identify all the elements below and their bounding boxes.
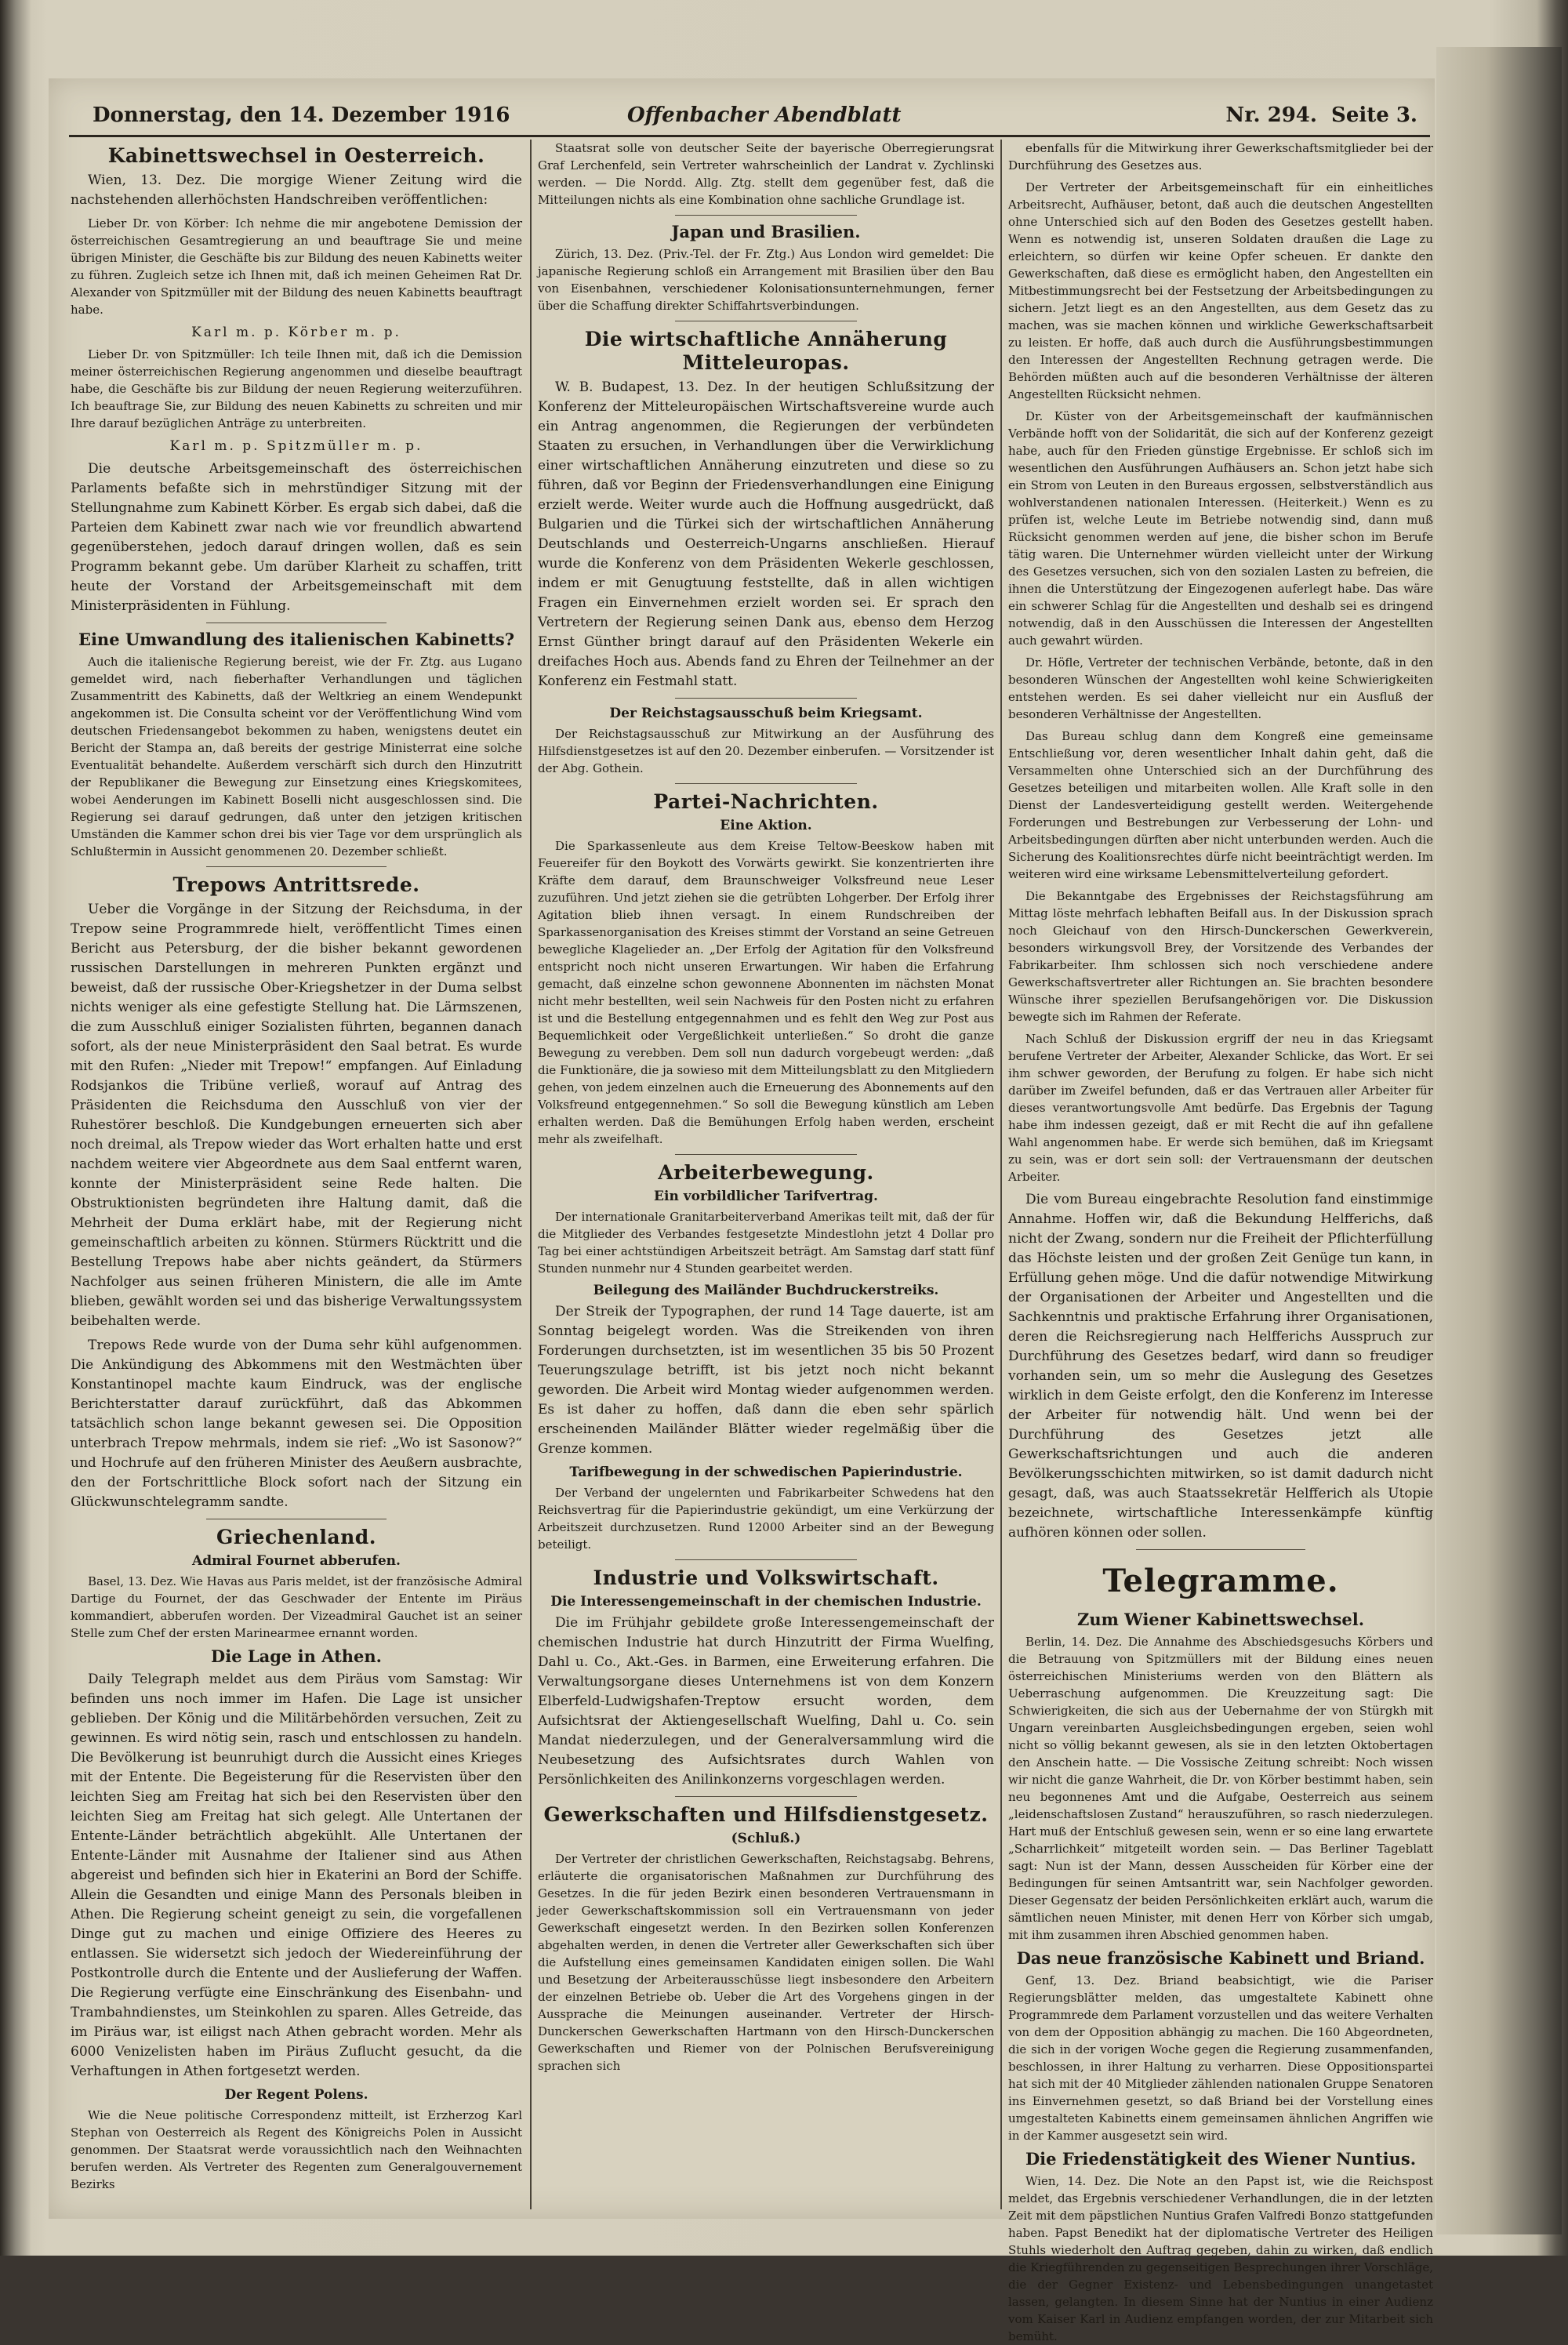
article-paragraph: Auch die italienische Regierung bereist, wie der Fr. Ztg. aus Lugano gemeldet wird, nach fieberhafter Verhandlungen und täglichen Zusammentritt des Kabinetts, daß der Weltkrieg an einem Wendepunkt angekommen ist. Die Consulta scheint vor der Veröffentlichung Wind vom deutschen Friedensangebot bekommen zu haben, wenigstens deutet ein Bericht der Stampa an, daß bereits der gestrige Ministerrat eine solche Eventualität behandelte. Außerdem verschärft sich durch den Hinzutritt der Republikaner die Bewegung zur Einsetzung eines Kriegskomitees, wobei Aenderungen im Kabinett Boselli nicht ausgeschlossen sind. Die Regierung sei darauf gedrungen, daß unter den jetzigen kritischen Umständen die Kammer schon drei bis vier Tage vor dem ursprünglich als Schlußtermin in Aussicht genommenen 20. Dezember schließt. (71, 655, 522, 859)
article-paragraph: Die Sparkassenleute aus dem Kreise Teltow-Beeskow haben mit Feuereifer für den Boykott des Vorwärts gewirkt. Sie konzentrierten ihre Kräfte dem darauf, dem Braunschweiger Volksfreund neue Leser zuzuführen. Und jetzt ziehen sie die getrübten Lohgerber. Der Erfolg ihrer Agitation blieb ihnen versagt. In einem Rundschreiben der Sparkassenorganisation des Kreises stimmt der Vorstand an seine Getreuen bewegliche Klagelieder an. „Der Erfolg der Agitation für den Volksfreund entspricht noch nicht unseren Erwartungen. Wir haben die Erfahrung gemacht, daß einzelne schon gewonnene Abonnenten im nächsten Monat nicht mehr bestellten, weil sein Nachweis für den Posten nicht zu erfahren ist und die Bestellung entgegennahmen und es fehlt den Weg zur Post aus Bequemlichkeit oder Vergeßlichkeit unterließen.“ So droht die ganze Bewegung zu verebben. Dem soll nun dadurch vorgebeugt werden: „daß die Funktionäre, die ja sowieso mit dem Mitteilungsblatt zu den Mitgliedern gehen, von jedem einzelnen auch die Erneuerung des Abonnements auf den Volksfreund entgegennehmen.“ So soll die Bewegung künstlich am Leben erhalten werden. Daß die Bemühungen Erfolg haben werden, erscheint mehr als zweifelhaft. (538, 839, 994, 1146)
column-2 (538, 140, 994, 2209)
headline-telegramme: Telegramme. (1102, 1563, 1339, 1599)
headline-arbeiterbewegung: Arbeiterbewegung. (658, 1161, 874, 1184)
header-issue: Nr. 294. (1225, 103, 1317, 127)
headline-partei: Partei-Nachrichten. (653, 790, 879, 813)
headline-griechenland: Griechenland. (216, 1526, 376, 1548)
header-page: Seite 3. (1331, 103, 1417, 127)
signature-line: Karl m. p. Körber m. p. (191, 325, 401, 340)
subheadline-regent: Der Regent Polens. (224, 2087, 368, 2103)
divider (675, 1796, 858, 1797)
article-paragraph: Der Vertreter der christlichen Gewerkschaften, Reichstagsabg. Behrens, erläuterte die organisatorischen Maßnahmen zur Durchführung des Gesetzes. In die für jeden Bezirk einen besonderen Vertrauensmann in jeder Gewerkschaftskommission soll ein Vertrauensmann von jeder Gewerkschaft eingesetzt werden. In den Bezirken sollen Konferenzen abgehalten werden, in denen die Vertreter aller Gewerkschaften sich über die Aufstellung eines gemeinsamen Kandidaten einigen sollen. Die Wahl und Besetzung der Arbeiterausschüsse liegt insbesondere den Arbeitern der einzelnen Betriebe ob. Ueber die Art des Vorgehens gingen in der Aussprache die Meinungen auseinander. Vertreter der Hirsch-Dunckerschen Gewerkschaften Hartmann von den Hirsch-Dunckerschen Gewerkschaften und Riemer von der Polnischen Berufsvereinigung sprachen sich (538, 1852, 994, 2073)
article-paragraph: Berlin, 14. Dez. Die Annahme des Abschiedsgesuchs Körbers und die Betrauung von Spitzmüllers mit der Bildung eines neuen österreichischen Ministeriums werden von den Blättern als Ueberraschung aufgenommen. Die Kreuzzeitung sagt: Die Schwierigkeiten, die sich aus der Uebernahme der von Stürgkh mit Ungarn vereinbarten Ausgleichsbedingungen ergeben, seien wohl nicht so völlig bekannt gewesen, als sie in den letzten Oktobertagen den Anschein hatte. — Die Vossische Zeitung schreibt: Noch wissen wir nicht die ganze Wahrheit, die Dr. von Körber bestimmt haben, sein neu begonnenes Amt und die Aufgabe, Oesterreich aus seinem „leidenschaftslosen Zustand“ herauszuführen, so rasch niederzulegen. Hart muß der Entschluß gewesen sein, wenn er so eine lang erwartete „Scharrlichkeit“ mitgeteilt worden sein. — Das Berliner Tageblatt sagt: Nun ist der Mann, dessen Ausscheiden für Körber eine der Bedingungen für seinen Amtsantritt war, sein Nachfolger geworden. Dieser Gegensatz der beiden Persönlichkeiten erklärt auch, warum die sämtlichen neuen Minister, mit denen Herr von Körber sich umgab, mit ihm zusammen ihren Abschied genommen haben. (1008, 1635, 1433, 1942)
article-paragraph: Wie die Neue politische Correspondenz mitteilt, ist Erzherzog Karl Stephan von Oesterreich als Regent des Königreichs Polen in Aussicht genommen. Der Staatsrat werde voraussichtlich nach den Weihnachten berufen werden. Als Vertreter des Regenten zum Generalgouvernement Bezirks (71, 2108, 522, 2191)
article-paragraph: W. B. Budapest, 13. Dez. In der heutigen Schlußsitzung der Konferenz der Mitteleuropäischen Wirtschaftsvereine wurde auch ein Antrag angenommen, die Regierungen der verbündeten Staaten zu ersuchen, in Verhandlungen über die Verwirklichung einer wirtschaftlichen Annäherung einzutreten und diese so zu führen, daß vor Beginn der Friedensverhandlungen eine Einigung erzielt werde. Weiter wurde auch die Hoffnung ausgedrückt, daß Bulgarien und die Türkei sich der wirtschaftlichen Annäherung Deutschlands und Oesterreich-Ungarns anschließen. Hierauf wurde die Konferenz von dem Präsidenten Wekerle geschlossen, indem er mit Genugtuung feststellte, daß in allen wichtigen Fragen ein Einvernehmen erzielt worden sei. Er sprach den Vertretern der Regierung seinen Dank aus, ebenso dem Herzog Ernst Günther bringt darauf auf den Präsidenten Wekerle ein dreifaches Hoch aus. Abends fand zu Ehren der Teilnehmer an der Konferenz ein Festmahl statt. (538, 379, 994, 689)
signature-line: Karl m. p. Spitzmüller m. p. (169, 438, 423, 454)
column-rule-2 (1000, 140, 1002, 2209)
subheadline-aktion: Eine Aktion. (720, 818, 812, 833)
article-paragraph: Der Verband der ungelernten und Fabrikarbeiter Schwedens hat den Reichsvertrag für die Papierindustrie gekündigt, um eine Verkürzung der Arbeitszeit durchzusetzen. Rund 12000 Arbeiter sind an der Bewegung beteiligt. (538, 1486, 994, 1552)
divider (675, 215, 858, 216)
subheadline-nuntius: Die Friedenstätigkeit des Wiener Nuntius. (1025, 2149, 1417, 2169)
article-paragraph: Wien, 14. Dez. Die Note an den Papst ist, wie die Reichspost meldet, das Ergebnis verschiedener Verhandlungen, die in der letzten Zeit mit dem päpstlichen Nuntius Grafen Valfredi Bonzo stattgefunden haben. Papst Benedikt hat der diplomatische Vertreter des Heiligen Stuhls wiederholt den Auftrag gegeben, dahin zu wirken, daß endlich die Kriegführenden zu gegenseitigen Besprechungen ihrer Vorschläge, die der Gegner Existenz- und Lebensbedingungen unangetastet lassen, gelangten. In diesem Sinne hat der Nuntius in einer Audienz vom Kaiser Karl in Audienz empfangen worden, der zur Mitarbeit sich bemüht. (1008, 2174, 1433, 2343)
divider (1136, 1549, 1306, 1550)
subheadline-franz-kabinett: Das neue französische Kabinett und Briand. (1016, 1948, 1425, 1968)
article-paragraph: Daily Telegraph meldet aus dem Piräus vom Samstag: Wir befinden uns noch immer im Hafen. Die Lage ist unsicher geblieben. Der König und die Militärbehörden versuchen, Zeit zu gewinnen. Es wird nötig sein, rasch und entschlossen zu handeln. Die Bevölkerung ist beunruhigt durch die Aussicht eines Krieges mit der Entente. Die Begeisterung für die Reservisten über den leichten Sieg am Freitag hat sich bei den Reservisten über den leichten Sieg am Freitag hat sich gelegt. Alle Untertanen der Entente-Länder beträchtlich abgekühlt. Alle Untertanen der Entente-Länder mit Ausnahme der Italiener sind aus Athen abgereist und befinden sich hier in Ekaterini an Bord der Schiffe. Allein die Gesandten und einige Mann des Personals bleiben in Athen. Die Regierung scheint geneigt zu sein, die vorgefallenen Dinge gut zu machen und einige Offiziere des Heeres zu entlassen. Sie widersetzt sich jedoch der Wiedereinführung der Postkontrolle durch die Entente und der Auslieferung der Waffen. Die Regierung verfügte eine Einschränkung des Eisenbahn- und Trambahndienstes, um Steinkohlen zu sparen. Alles Getreide, das im Piräus war, ist eiligst nach Athen gebracht worden. Mehr als 6000 Venizelisten haben im Piräus Zuflucht gesucht, da die Verhaftungen in Athen fortgesetzt werden. (71, 1672, 522, 2079)
column-rule-1 (530, 140, 532, 2209)
subheadline-papier: Tarifbewegung in der schwedischen Papierindustrie. (569, 1465, 963, 1480)
header-masthead: Offenbacher Abendblatt (627, 103, 902, 127)
subheadline-mailand: Beilegung des Mailänder Buchdruckerstreiks. (593, 1283, 939, 1298)
divider (675, 783, 858, 784)
headline-mitteleuropa: Die wirtschaftliche Annäherung Mitteleuropas. (584, 328, 948, 374)
article-paragraph: Lieber Dr. von Körber: Ich nehme die mir angebotene Demission der österreichischen Gesamtregierung an und beauftrage Sie und meine übrigen Minister, die Geschäfte bis zur Bildung des neuen Kabinetts weiter zu führen. Zugleich setze ich Ihnen mit, daß ich meinen Geheimen Rat Dr. Alexander von Spitzmüller mit der Bildung des neuen Kabinetts beauftragt habe. (71, 216, 522, 317)
divider (675, 1154, 858, 1155)
article-paragraph: Staatsrat solle von deutscher Seite der bayerische Oberregierungsrat Graf Lerchenfeld, sein Vertreter wahrscheinlich der Landrat v. Zychlinski werden. — Die Nordd. Allg. Ztg. stellt dem gegenüber fest, daß die Mitteilungen nichts als eine Kombination ohne sachliche Grundlage ist. (538, 141, 994, 207)
article-paragraph: Lieber Dr. von Spitzmüller: Ich teile Ihnen mit, daß ich die Demission meiner österreichischen Regierung angenommen und dieselbe beauftragt habe, die Geschäfte bis zur Bildung der neuen Regierung weiterzuführen. Ich beauftrage Sie, zur Bildung des neuen Kabinetts zu schreiten und mir Ihre darauf bezüglichen Anträge zu unterbreiten. (71, 347, 522, 430)
article-paragraph: Trepows Rede wurde von der Duma sehr kühl aufgenommen. Die Ankündigung des Abkommens mit den Westmächten über Konstantinopel machte kaum Eindruck, was der englische Berichterstatter darauf zurückführt, daß das Abkommen tatsächlich schon lange bekannt gewesen sei. Die Opposition unterbrach Trepow mehrmals, indem sie rief: „Wo ist Sasonow?“ und Hochrufe auf den früheren Minister des Aeußern ausbrachte, den der Fortschrittliche Block sofort nach der Sitzung ein Glückwunschtelegramm sandte. (71, 1338, 522, 1510)
divider (675, 698, 858, 699)
article-paragraph: Die Bekanntgabe des Ergebnisses der Reichstagsführung am Mittag löste mehrfach lebhaften Beifall aus. In der Diskussion sprach noch Gleichauf von den Hirsch-Dunckerschen Gewerkverein, besonders wirkungsvoll Brey, der Vorsitzende des Verbandes der Fabrikarbeiter. Ihm schlossen sich noch verschiedene andere Gewerkschaftsvertreter aller Richtungen an. Sie brachten besondere Wünsche ihrer speziellen Berufsangehörigen vor. Die Diskussion bewegte sich im Rahmen der Referate. (1008, 889, 1433, 1024)
subheadline-tarifvertrag: Ein vorbildlicher Tarifvertrag. (654, 1189, 878, 1204)
headline-italien: Eine Umwandlung des italienischen Kabinetts? (78, 630, 515, 649)
binding-edge (1436, 47, 1562, 2234)
subheadline-athen: Die Lage in Athen. (211, 1646, 382, 1666)
page-header (69, 100, 1430, 137)
article-paragraph: Nach Schluß der Diskussion ergriff der neu in das Kriegsamt berufene Vertreter der Arbeiter, Alexander Schlicke, das Wort. Er sei ihm schwer geworden, der Berufung zu folgen. Er habe sich nicht darüber im Zweifel befunden, daß er das Vertrauen aller Arbeiter für dieses verantwortungsvolle Amt bedürfe. Das Ergebnis der Tagung habe ihm indessen gezeigt, daß er mit Recht die auf ihn gefallene Wahl angenommen habe. Er werde sich bemühen, daß im Kriegsamt zu sein, was er dort sein soll: der Vertrauensmann der deutschen Arbeiter. (1008, 1032, 1433, 1184)
article-paragraph: Zürich, 13. Dez. (Priv.-Tel. der Fr. Ztg.) Aus London wird gemeldet: Die japanische Regierung schloß ein Arrangement mit Brasilien über den Bau von Eisenbahnen, verschiedener Kolonisationsunternehmungen, ferner über die Schaffung direkter Schiffahrtsverbindungen. (538, 247, 994, 313)
header-date: Donnerstag, den 14. Dezember 1916 (93, 103, 510, 127)
article-paragraph: Das Bureau schlug dann dem Kongreß eine gemeinsame Entschließung vor, deren wesentlicher Inhalt dahin geht, daß die Versammelten ohne Unterschied sich an der Durchführung des Gesetzes beteiligen und mitarbeiten wollen. Alle Kraft solle in den Dienst der Landesverteidigung gestellt werden. Weitergehende Forderungen und Bestrebungen zur Verbesserung der Lohn- und Arbeitsbedingungen dürften aber nicht unterbunden werden. Auch die Sicherung des Koalitionsrechtes dürfe nicht beeinträchtigt werden. Im weiteren wird eine wirksame Lebensmittelverteilung gefordert. (1008, 729, 1433, 881)
column-3 (1008, 140, 1433, 2343)
column-1 (71, 140, 522, 2209)
article-paragraph: Der Vertreter der Arbeitsgemeinschaft für ein einheitliches Arbeitsrecht, Aufhäuser, betont, daß auch die deutschen Angestellten ohne Unterschied sich auf den Boden des Gesetzes gestellt haben. Wenn es notwendig ist, unseren Soldaten draußen die Lage zu erleichtern, so dürfen wir keine Opfer scheuen. Er dankte den Gewerkschaften, daß diese es ermöglicht haben, den Angestellten ein Mitbestimmungsrecht bei der Festsetzung der Arbeitsbedingungen zu sichern. Jetzt liegt es an den Angestellten, aus dem Gesetz das zu machen, was sie machen können und wirkliche Gewerkschaftsarbeit zu leisten. Er hoffe, daß auch durch die Ausführungsbestimmungen den Interessen der Angestellten Rechnung getragen werde. Die Behörden müßten auch auf die besonderen Verhältnisse der älteren Angestellten Rücksicht nehmen. (1008, 180, 1433, 401)
headline-gewerkschaften: Gewerkschaften und Hilfsdienstgesetz. (543, 1803, 989, 1826)
article-paragraph: Genf, 13. Dez. Briand beabsichtigt, wie die Pariser Regierungsblätter melden, das umgestaltete Kabinett ohne Programmrede dem Parlament vorzustellen und das weitere Verhalten von dem der Opposition abhängig zu machen. Die 160 Abgeordneten, die sich in der vorigen Woche gegen die Regierung zusammenfanden, beschlossen, in ihrer Haltung zu verharren. Diese Oppositionspartei hat sich mit der 40 Mitglieder zählenden nationalen Gruppe Senatoren ins Einvernehmen gesetzt, so daß Briand bei der Vorstellung eines umgestalteten Kabinetts einem gemeinsamen ähnlichen Angriffen wie in der Kammer ausgesetzt sein wird. (1008, 1973, 1433, 2143)
article-paragraph: Die vom Bureau eingebrachte Resolution fand einstimmige Annahme. Hoffen wir, daß die Bekundung Helfferichs, daß nicht der Zwang, sondern nur die Freiheit der Pflichterfüllung das Höchste leisten und der großen Zeit Genüge tun kann, in Erfüllung gehen möge. Und die dafür notwendige Mitwirkung der Organisationen der Arbeiter und Angestellten und die Sachkenntnis und praktische Erfahrung ihrer Organisationen, deren die Reichsregierung nach Helfferichs Ausspruch zur Durchführung des Gesetzes bedarf, wird dann so freudiger vorhanden sein, um so mehr die Auslegung des Gesetzes wirklich in dem Geiste erfolgt, den die Konferenz im Interesse der Arbeiter für notwendig hält. Und wenn bei der Durchführung des Gesetzes jetzt alle Gewerkschaftsrichtungen und auch die anderen Bevölkerungsschichten mitwirken, so ist damit dadurch nicht gesagt, daß, was auch Staatssekretär Helfferich als Utopie bezeichnete, wirtschaftliche Interessenkämpfe künftig aufhören können oder sollen. (1008, 1192, 1433, 1541)
subheadline-wiener-kabinett: Zum Wiener Kabinettswechsel. (1076, 1610, 1365, 1629)
article-paragraph: ebenfalls für die Mitwirkung ihrer Gewerkschaftsmitglieder bei der Durchführung des Gesetzes aus. (1008, 141, 1433, 172)
article-paragraph: Der internationale Granitarbeiterverband Amerikas teilt mit, daß der für die Mitglieder des Verbandes festgesetzte Mindestlohn jetzt 4 Dollar pro Tag bei einer achtstündigen Arbeitszeit beträgt. Am Samstag darf statt fünf Stunden nunmehr nur 4 Stunden gearbeitet werden. (538, 1210, 994, 1276)
article-paragraph: Die deutsche Arbeitsgemeinschaft des österreichischen Parlaments befaßte sich in mehrstündiger Sitzung mit der Stellungnahme zum Kabinett Körber. Es ergab sich dabei, daß die Parteien dem Kabinett zwar nach wie vor freundlich abwartend gegenüberstehen, jedoch darauf dringen wollen, daß es sein Programm bekannt gebe. Um darüber Klarheit zu schaffen, tritt heute der Vorstand der Arbeitsgemeinschaft mit dem Ministerpräsidenten in Fühlung. (71, 461, 522, 614)
subheadline-fournet: Admiral Fournet abberufen. (192, 1553, 401, 1569)
headline-kabinettswechsel: Kabinettswechsel in Oesterreich. (107, 144, 485, 167)
headline-industrie: Industrie und Volkswirtschaft. (593, 1566, 939, 1589)
header-issue-page (1225, 103, 1417, 127)
divider (675, 1559, 858, 1560)
article-paragraph: Der Reichstagsausschuß zur Mitwirkung an der Ausführung des Hilfsdienstgesetzes ist auf den 20. Dezember einberufen. — Vorsitzender ist der Abg. Gothein. (538, 727, 994, 775)
article-paragraph: Wien, 13. Dez. Die morgige Wiener Zeitung wird die nachstehenden allerhöchsten Handschreiben veröffentlichen: (71, 172, 522, 208)
article-paragraph: Dr. Küster von der Arbeitsgemeinschaft der kaufmännischen Verbände hofft von der Solidarität, die sich auf der Konferenz gezeigt habe, auch für den Frieden günstige Ergebnisse. Er schloß sich im wesentlichen den Ausführungen Aufhäusers an. Schon jetzt habe sich ein Strom von Leuten in den Bureaus ergossen, selbstverständlich aus wohlverstandenen nationalen Interessen. (Heiterkeit.) Wenn es zu prüfen ist, welche Leute im Betriebe notwendig sind, dann muß Rücksicht genommen werden auf jene, die bisher schon im Berufe tätig waren. Die Unternehmer würden vielleicht unter der Wirkung des Gesetzes versuchen, sich von den sozialen Lasten zu befreien, die ihnen die Unterstützung der Eingezogenen auferlegt habe. Das wäre ein schwerer Schlag für die Angestellten und deshalb sei es dringend notwendig, daß in den Ausschüssen die Interessen der Angestellten auch gewahrt würden. (1008, 409, 1433, 648)
headline-reichstagsausschuss: Der Reichstagsausschuß beim Kriegsamt. (609, 706, 923, 721)
divider (206, 866, 387, 867)
article-paragraph: Basel, 13. Dez. Wie Havas aus Paris meldet, ist der französische Admiral Dartige du Fournet, der das Geschwader der Entente im Piräus kommandiert, abberufen worden. Der Vizeadmiral Gauchet ist an seiner Stelle zum Chef der ersten Marinearmee ernannt worden. (71, 1574, 522, 1640)
article-paragraph: Der Streik der Typographen, der rund 14 Tage dauerte, ist am Sonntag beigelegt worden. Was die Streikenden von ihren Forderungen durchsetzten, ist im wesentlichen 35 bis 50 Prozent Teuerungszulage betrifft, ist bis jetzt noch nicht bekannt geworden. Die Arbeit wird Montag wieder aufgenommen werden. Es ist daher zu hoffen, daß dann die eben sehr spärlich erscheinenden Mailänder Blätter wieder regelmäßig über die Grenze kommen. (538, 1304, 994, 1457)
article-paragraph: Ueber die Vorgänge in der Sitzung der Reichsduma, in der Trepow seine Programmrede hielt, veröffentlicht Times einen Bericht aus Petersburg, der die bisher bekannt gewordenen russischen Darstellungen in mehreren Punkten ergänzt und beweist, daß der russische Ober-Kriegshetzer in der Duma selbst nichts weniger als eine gefestigte Stellung hat. Die Lärmszenen, die zum Ausschluß einiger Sozialisten führten, begannen danach sofort, als der neue Ministerpräsident den Saal betrat. Es wurde mit den Rufen: „Nieder mit Trepow!“ empfangen. Auf Einladung Rodsjankos die Tribüne verließ, worauf auf Antrag des Präsidenten die Reichsduma den Ausschluß von vier der Ruhestörer beschloß. Die Kundgebungen erneuerten sich aber noch dreimal, als Trepow wieder das Wort erhalten hatte und erst nachdem weitere vier Abgeordnete aus dem Saal entfernt waren, konnte der Ministerpräsident seine Rede halten. Die Obstruktionisten begründeten ihre Haltung damit, daß die Mehrheit der Duma erklärt habe, mit der Regierung nicht gemeinschaftlich arbeiten zu können. Stürmers Rücktritt und die Bestellung Trepows habe aber nichts geändert, da Stürmers Nachfolger aus seinen früheren Ministern, die alle im Amte blieben, gewählt worden sei und das bisherige Verwaltungssystem beibehalten werde. (71, 902, 522, 1329)
headline-japan: Japan und Brasilien. (671, 222, 861, 241)
subheadline-schluss: (Schluß.) (731, 1831, 801, 1846)
article-paragraph: Die im Frühjahr gebildete große Interessengemeinschaft der chemischen Industrie hat durch Hinzutritt der Firma Wuelfing, Dahl u. Co., Akt.-Ges. in Barmen, eine Erweiterung erfahren. Die Verwaltungsorgane dieses Unternehmens ist von dem Konzern Elberfeld-Ludwigshafen-Treptow ersucht worden, dem Aufsichtsrat der Aktiengesellschaft Wuelfing, Dahl u. Co. sein Mandat niederzulegen, und der Generalversammlung wird die Neubesetzung des Aufsichtsrates durch Wahlen von Persönlichkeiten des Anilinkonzerns vorgeschlagen werden. (538, 1615, 994, 1788)
article-paragraph: Dr. Höfle, Vertreter der technischen Verbände, betonte, daß in den besonderen Wünschen der Angestellten wohl keine Schwierigkeiten entstehen werden. Es sei daher vielleicht nur ein Ausfluß der besonderen Verhältnisse der Angestellten. (1008, 655, 1433, 721)
headline-trepow: Trepows Antrittsrede. (172, 873, 420, 896)
subheadline-chemie: Die Interessengemeinschaft in der chemischen Industrie. (550, 1594, 982, 1610)
